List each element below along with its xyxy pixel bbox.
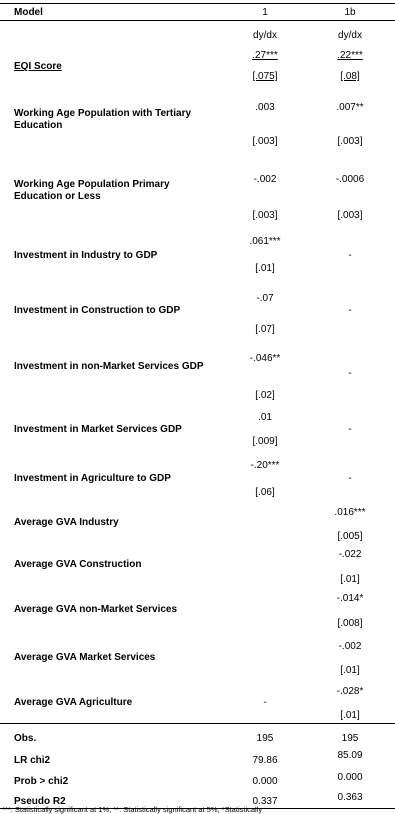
primary-se-1: [.003] xyxy=(252,210,278,221)
eqi-coef-1b: .22*** xyxy=(337,50,363,61)
row-label-inv-construction: Investment in Construction to GDP xyxy=(14,305,181,316)
inv-agriculture-coef-1: -.20*** xyxy=(250,460,280,471)
inv-agriculture-coef-1b: - xyxy=(348,473,352,484)
gva-nonmarket-se-1b: [.008] xyxy=(337,618,363,629)
inv-construction-se-1: [.07] xyxy=(255,324,275,335)
row-label-primary: Working Age Population Primary Education or Less xyxy=(14,179,170,202)
eqi-dydx-1b: dy/dx xyxy=(338,30,362,41)
header-col-1: 1 xyxy=(262,7,268,18)
tertiary-se-1: [.003] xyxy=(252,136,278,147)
row-label-eqi: EQI Score xyxy=(14,61,62,72)
stat-obs-1b: 195 xyxy=(341,733,359,744)
gva-construction-se-1b: [.01] xyxy=(340,574,360,585)
stat-label-obs: Obs. xyxy=(14,733,37,744)
stat-r2-1: 0.337 xyxy=(252,796,278,807)
row-label-tertiary: Working Age Population with Tertiary Education xyxy=(14,108,192,131)
gva-agriculture-se-1b: [.01] xyxy=(340,710,360,721)
gva-market-coef-1b: -.002 xyxy=(338,641,362,652)
eqi-se-1: [.075] xyxy=(252,71,278,82)
gva-industry-coef-1b: .016*** xyxy=(334,507,366,518)
row-label-gva-industry: Average GVA Industry xyxy=(14,517,119,528)
inv-industry-coef-1b: - xyxy=(348,250,352,261)
gva-nonmarket-coef-1b: -.014* xyxy=(336,593,364,604)
inv-market-coef-1b: - xyxy=(348,424,352,435)
header-rule xyxy=(0,20,395,21)
inv-market-coef-1: .01 xyxy=(258,412,272,423)
eqi-coef-1: .27*** xyxy=(252,50,278,61)
row-label-inv-market: Investment in Market Services GDP xyxy=(14,424,182,435)
row-label-gva-nonmarket: Average GVA non-Market Services xyxy=(14,604,178,615)
inv-nonmarket-coef-1b: - xyxy=(348,368,352,379)
header-model: Model xyxy=(14,7,43,18)
header-col-1b: 1b xyxy=(344,7,356,18)
stat-obs-1: 195 xyxy=(256,733,274,744)
eqi-dydx-1: dy/dx xyxy=(253,30,277,41)
tertiary-coef-1b: .007** xyxy=(336,102,364,113)
gva-market-se-1b: [.01] xyxy=(340,665,360,676)
tertiary-se-1b: [.003] xyxy=(337,136,363,147)
eqi-se-1b: [.08] xyxy=(340,71,360,82)
row-label-inv-industry: Investment in Industry to GDP xyxy=(14,250,158,261)
stat-label-r2: Pseudo R2 xyxy=(14,796,66,807)
inv-nonmarket-se-1: [.02] xyxy=(255,390,275,401)
inv-agriculture-se-1: [.06] xyxy=(255,487,275,498)
primary-se-1b: [.003] xyxy=(337,210,363,221)
stat-r2-1b: 0.363 xyxy=(337,792,363,803)
stat-label-lr: LR chi2 xyxy=(14,755,51,766)
row-label-gva-market: Average GVA Market Services xyxy=(14,652,156,663)
primary-coef-1: -.002 xyxy=(253,174,277,185)
inv-construction-coef-1b: - xyxy=(348,305,352,316)
inv-industry-se-1: [.01] xyxy=(255,263,275,274)
stat-prob-1b: 0.000 xyxy=(337,772,363,783)
stat-lr-1: 79.86 xyxy=(252,755,278,766)
footnote: ***: Statistically significant at 1%; **: Statistically significant at 5%; *Statistically xyxy=(2,805,263,814)
row-label-gva-agriculture: Average GVA Agriculture xyxy=(14,697,133,708)
gva-industry-se-1b: [.005] xyxy=(337,531,363,542)
inv-market-se-1: [.009] xyxy=(252,436,278,447)
inv-industry-coef-1: .061*** xyxy=(249,236,281,247)
stats-rule xyxy=(0,723,395,724)
stat-label-prob: Prob > chi2 xyxy=(14,776,69,787)
row-label-gva-construction: Average GVA Construction xyxy=(14,559,142,570)
gva-agriculture-coef-1b: -.028* xyxy=(336,686,364,697)
tertiary-coef-1: .003 xyxy=(255,102,275,113)
inv-nonmarket-coef-1: -.046** xyxy=(249,353,281,364)
gva-construction-coef-1b: -.022 xyxy=(338,549,362,560)
gva-agriculture-coef-1: - xyxy=(263,697,267,708)
inv-construction-coef-1: -.07 xyxy=(256,293,274,304)
primary-coef-1b: -.0006 xyxy=(335,174,365,185)
stat-prob-1: 0.000 xyxy=(252,776,278,787)
stat-lr-1b: 85.09 xyxy=(337,750,363,761)
row-label-inv-agriculture: Investment in Agriculture to GDP xyxy=(14,473,171,484)
row-label-inv-nonmarket: Investment in non-Market Services GDP xyxy=(14,361,204,372)
table-top-rule xyxy=(0,3,395,4)
